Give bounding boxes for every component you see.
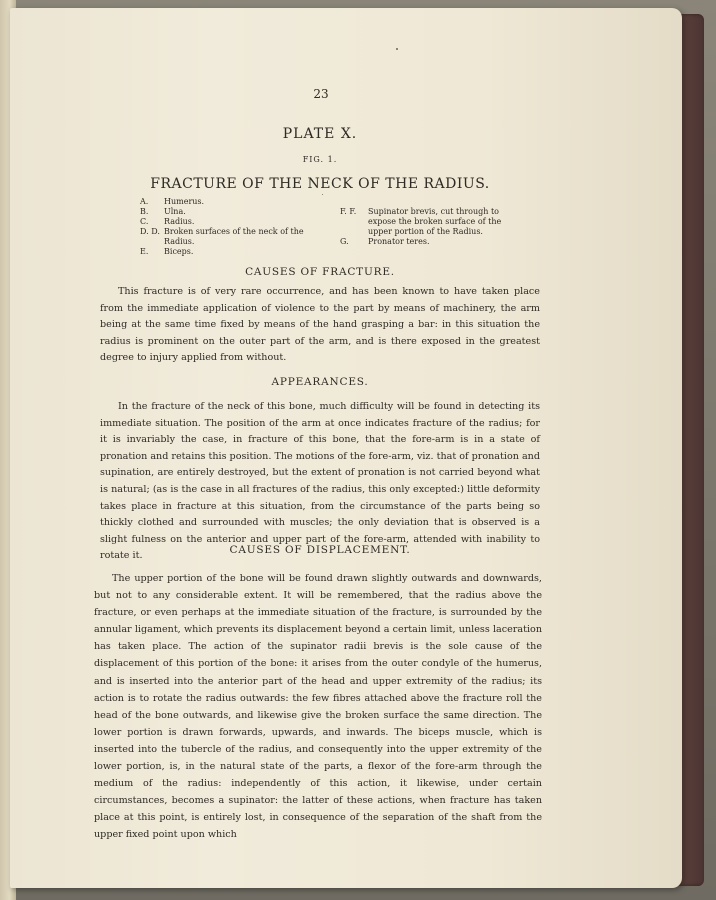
ink-speck — [396, 48, 398, 50]
legend-item — [140, 207, 330, 217]
legend-item — [340, 237, 520, 247]
figure-legend-left — [140, 197, 330, 257]
legend-description: Pronator teres. — [368, 237, 430, 246]
paragraph-causes: This fracture is of very rare occurrence, and has been known to have taken place from the immediate application of violence to the part by means of machinery, the arm being at the same time fixed by means of the hand grasping a bar: in this situation the radius is prominent on the outer part of the arm, and is there exposed in the greatest degree to injury applied from without. — [100, 286, 540, 364]
book-page — [10, 8, 682, 888]
legend-description: Biceps. — [164, 247, 194, 256]
legend-key: E. — [140, 247, 149, 256]
legend-item — [340, 207, 520, 237]
legend-description: Radius. — [164, 217, 195, 226]
section-heading-displacement: CAUSES OF DISPLACEMENT. — [229, 544, 411, 556]
section-heading-appearances: APPEARANCES. — [271, 376, 369, 388]
legend-key: A. — [140, 197, 149, 206]
legend-key: D. D. — [140, 227, 160, 236]
section-heading-causes: CAUSES OF FRACTURE. — [245, 266, 395, 278]
legend-description: Humerus. — [164, 197, 205, 206]
legend-item — [140, 217, 330, 227]
legend-item — [140, 247, 330, 257]
legend-description: Broken surfaces of the neck of the Radius. — [164, 227, 304, 246]
paragraph-displacement: The upper portion of the bone will be found drawn slightly outwards and downwards, but not to any considerable extent. It will be remembered, that the radius above the fracture, or even perhaps at the immediate situation of the fracture, is surrounded by the annular ligament, which prevents its displacement beyond a certain limit, unless laceration has taken place. The action of the supinator radii brevis is the sole cause of the displacement of this portion of the bone: it arises from the outer condyle of the humerus, and is inserted into the anterior part of the head and upper extremity of the radius; its action is to rotate the radius outwards: the few fibres attached above the fracture roll the head of the bone outwards, and likewise give the broken surface the same direction. The lower portion is drawn forwards, upwards, and inwards. The biceps muscle, which is inserted into the tubercle of the radius, and consequently into the upper extremity of the lower portion, is, in the natural state of the parts, a flexor of the fore-arm through the medium of the radius: independently of this action, it likewise, under certain circumstances, becomes a supinator: the latter of these actions, when fracture has taken place at this point, is entirely lost, in consequence of the separation of the shaft from the upper fixed point upon which — [94, 573, 542, 841]
legend-key: F. F. — [340, 207, 357, 216]
legend-key: B. — [140, 207, 149, 216]
page-number: 23 — [313, 87, 329, 101]
legend-item — [140, 227, 330, 247]
legend-description: Ulna. — [164, 207, 186, 216]
legend-key: C. — [140, 217, 149, 226]
main-title: FRACTURE OF THE NECK OF THE RADIUS. — [150, 176, 490, 192]
ink-speck — [322, 194, 323, 195]
paragraph-appearances: In the fracture of the neck of this bone, much difficulty will be found in detecting its immediate situation. The position of the arm at once indicates fracture of the radius; for it is invariably the case, in fracture of this bone, that the fore-arm is in a state of pronation and retains this position. The motions of the fore-arm, viz. that of pronation and supination, are entirely destroyed, but the extent of pronation is not carried beyond what is natural; (as is the case in all fractures of the radius, this only excepted:) little deformity takes place in fracture at this situation, from the circumstance of the parts being so thickly clothed and surrounded with muscles; the only deviation that is observed is a slight fulness on the anterior and upper part of the fore-arm, attended with inability to rotate it. — [100, 401, 540, 562]
figure-legend-right — [340, 207, 520, 247]
legend-item — [140, 197, 330, 207]
legend-key: G. — [340, 237, 349, 246]
legend-description: Supinator brevis, cut through to expose the broken surface of the upper portion of the Radius. — [368, 207, 502, 236]
plate-title: PLATE X. — [282, 126, 358, 142]
figure-label: FIG. 1. — [302, 155, 338, 164]
